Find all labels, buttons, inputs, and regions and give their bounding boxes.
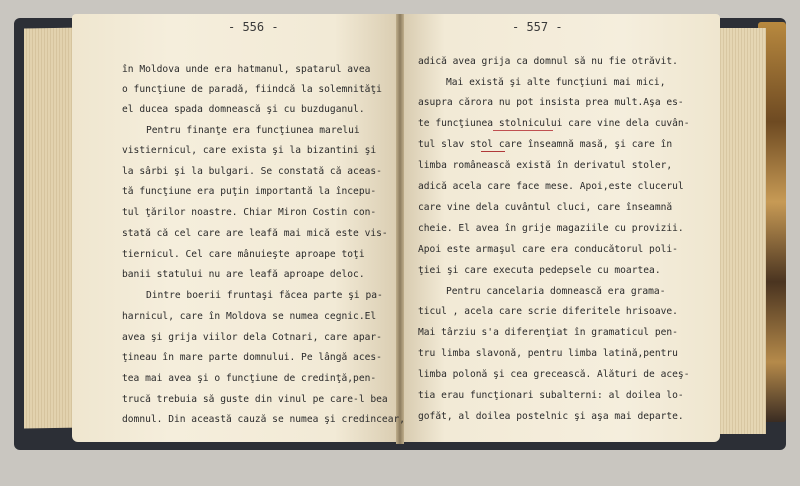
text-line: ticul , acela care scrie diferitele hrisoave.	[418, 306, 678, 317]
text-line: banii statului nu are leafă aproape deloc.	[122, 269, 365, 280]
text-line: limba românească există în derivatul stoler,	[418, 160, 673, 171]
right-page-edges	[718, 28, 766, 434]
text-line: Apoi este armaşul care era conducătorul poli-	[418, 244, 678, 255]
text-line: domnul. Din această cauză se numea şi credincear,	[122, 414, 406, 425]
text-line: tiernicul. Cel care mânuieşte aproape toţi	[122, 249, 365, 260]
text-line: o funcţiune de paradă, fiindcă la solemnităţi	[122, 84, 382, 95]
text-line: asupra cărora nu pot insista prea mult.Aşa es-	[418, 97, 684, 108]
text-line: Mai târziu s'a diferenţiat în gramaticul pen-	[418, 327, 678, 338]
text-line: Pentru finanţe era funcţiunea marelui	[146, 125, 360, 136]
text-line: tru limba slavonă, pentru limba latină,pentru	[418, 348, 678, 359]
text-line: tul ţărilor noastre. Chiar Miron Costin con-	[122, 207, 377, 218]
text-line: limba polonă şi cea grecească. Alături de aceş-	[418, 369, 690, 380]
stol-underline	[481, 151, 505, 152]
left-page-number: - 556 -	[228, 20, 279, 34]
text-line: la sârbi şi la bulgari. Se constată că aceas-	[122, 166, 382, 177]
text-line: tă funcţiune era puţin importantă la începu-	[122, 186, 377, 197]
text-line: Dintre boerii fruntaşi făcea parte şi pa-	[146, 290, 383, 301]
text-line: ţiei şi care executa pedepsele cu moartea.	[418, 265, 661, 276]
text-line: tia erau funcţionari subalterni: al doilea lo-	[418, 390, 684, 401]
text-line: în Moldova unde era hatmanul, spatarul avea	[122, 64, 371, 75]
text-line: tul slav stol care înseamnă masă, şi care în	[418, 139, 673, 150]
right-page-number: - 557 -	[512, 20, 563, 34]
text-line: adică acela care face mese. Apoi,este clucerul	[418, 181, 684, 192]
text-line: gofăt, al doilea postelnic şi aşa mai departe.	[418, 411, 684, 422]
text-line: te funcţiunea stolnicului care vine dela cuvân-	[418, 118, 690, 129]
text-line: cheie. El avea în grije magaziile cu provizii.	[418, 223, 684, 234]
text-line: harnicul, care în Moldova se numea cegnic.El	[122, 311, 377, 322]
text-line: avea şi grija viilor dela Cotnari, care apar-	[122, 332, 382, 343]
text-line: trucă trebuia să guste din vinul pe care-l bea	[122, 394, 388, 405]
text-line: el ducea spada domnească şi cu buzduganul.	[122, 104, 365, 115]
text-line: Pentru cancelaria domnească era grama-	[446, 286, 666, 297]
text-line: tea mai avea şi o funcţiune de credinţă,pen-	[122, 373, 377, 384]
text-line: Mai există şi alte funcţiuni mai mici,	[446, 77, 666, 88]
text-line: care vine dela cuvântul cluci, care înseamnă	[418, 202, 673, 213]
stolnicului-underline	[493, 130, 553, 131]
text-line: vistiernicul, care exista şi la bizantini şi	[122, 145, 377, 156]
text-line: ţineau în mare parte domnului. Pe lângă aces-	[122, 352, 382, 363]
book-gutter	[396, 14, 404, 444]
text-line: adică avea grija ca domnul să nu fie otrăvit.	[418, 56, 678, 67]
text-line: stată că cel care are leafă mai mică este vis-	[122, 228, 388, 239]
